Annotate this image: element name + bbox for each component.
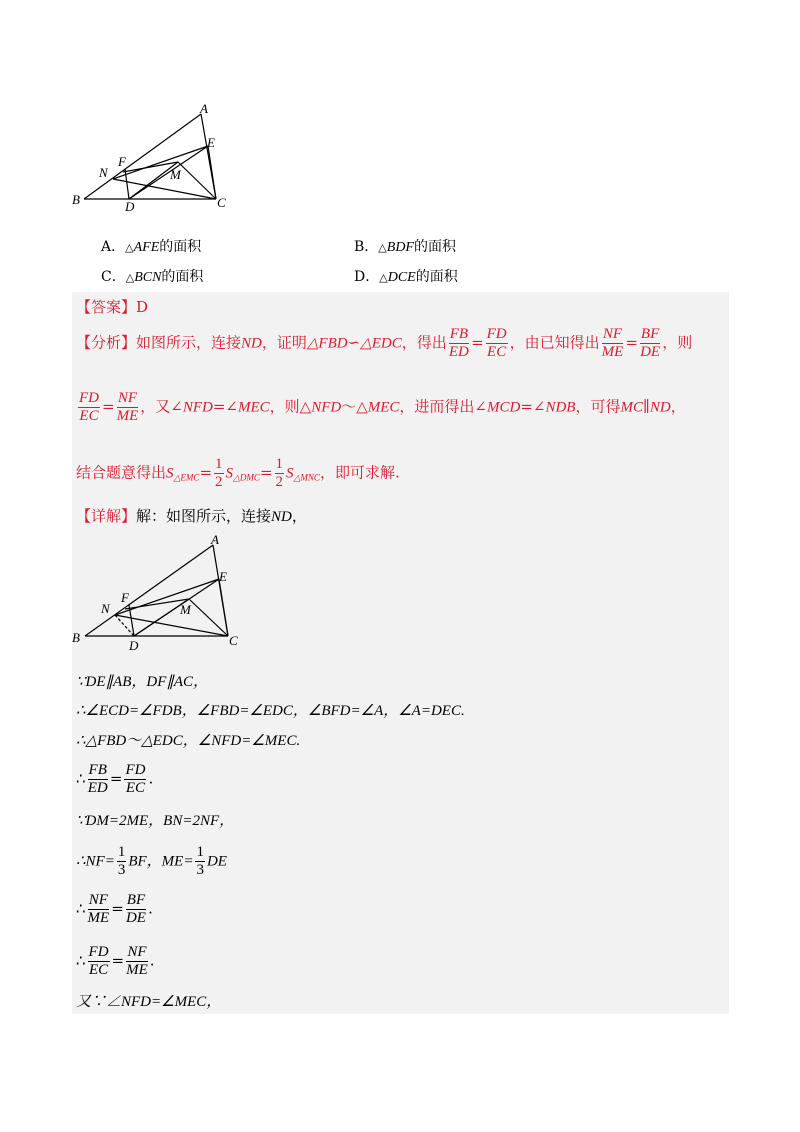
fraction: $\frac{1}{3}$ — [196, 844, 204, 878]
label-f: F — [118, 154, 126, 169]
option-c[interactable]: C．△BCN的面积 — [101, 269, 204, 285]
label-d: D — [129, 638, 139, 653]
geometry-figure-detail — [68, 530, 258, 658]
label-m: M — [170, 167, 181, 182]
step-4: ∴ $\frac{FB}{ED}$ = $\frac{FD}{EC}$ . — [76, 762, 154, 796]
fraction: $\frac{1}{3}$ — [117, 844, 126, 878]
step-2: ∴∠ECD=∠FDB，∠FBD=∠EDC，∠BFD=∠A，∠A=DEC. — [76, 703, 465, 719]
detail-intro: 【详解】解：如图所示，连接ND， — [76, 507, 307, 525]
analysis-line-1: 【分析】如图所示，连接ND，证明△FBD∽△EDC，得出 $\frac{FB}{ED}$ = $\frac{FD}{EC}$ ，由已知得出 $\frac{NF}{ME}$ = $\frac{BF}{DE}$ ，则 — [76, 326, 693, 360]
label-f: F — [121, 590, 129, 605]
label-b: B — [72, 192, 80, 207]
label-b: B — [72, 630, 80, 645]
answer-line: 【答案】D — [76, 298, 149, 316]
analysis-line-3: 结合题意得出$S_{\triangle EMC}=$ $\frac{1}{2}$ $S_{\triangle DMC}=$ $\frac{1}{2}$ $S_{\triangle MNC}$，即可求解. — [76, 456, 400, 490]
fraction: $\frac{1}{2}$ — [275, 456, 284, 490]
step-5: ∵DM=2ME，BN=2NF， — [76, 813, 235, 829]
step-9: 又∵∠NFD=∠MEC， — [76, 994, 222, 1010]
analysis-line-2: $\frac{FD}{EC}$ = $\frac{NF}{ME}$ ，又∠NFD=∠MEC，则△NFD～△MEC，进而得出∠MCD=∠NDB，可得MC∥ND， — [79, 390, 686, 424]
fraction: $\frac{NF}{ME}$ — [601, 326, 624, 360]
fraction: $\frac{FB}{ED}$ — [87, 762, 108, 796]
step-6: ∴NF= $\frac{1}{3}$ BF，ME= $\frac{1}{3}$ DE — [76, 844, 227, 878]
step-3: ∴△FBD～△EDC，∠NFD=∠MEC. — [76, 733, 301, 749]
label-n: N — [99, 165, 108, 180]
label-m: M — [180, 602, 191, 617]
fraction: $\frac{FD}{EC}$ — [486, 326, 507, 360]
label-a: A — [211, 532, 219, 547]
option-d[interactable]: D．△DCE的面积 — [354, 269, 458, 285]
fraction: $\frac{NF}{ME}$ — [116, 390, 139, 424]
label-c: C — [217, 195, 226, 210]
label-e: E — [219, 569, 227, 584]
fraction: $\frac{FD}{EC}$ — [125, 762, 146, 796]
step-8: ∴ $\frac{FD}{EC}$ = $\frac{NF}{ME}$ . — [76, 944, 155, 978]
label-e: E — [207, 135, 215, 150]
option-a[interactable]: A．△AFE的面积 — [101, 239, 202, 255]
step-7: ∴ $\frac{NF}{ME}$ = $\frac{BF}{DE}$ . — [76, 892, 153, 926]
option-b[interactable]: B．△BDF的面积 — [354, 239, 456, 255]
step-1: ∵DE∥AB，DF∥AC， — [76, 674, 209, 690]
fraction: $\frac{BF}{DE}$ — [125, 892, 146, 926]
label-n: N — [101, 601, 110, 616]
fraction: $\frac{1}{2}$ — [215, 456, 223, 490]
fraction: $\frac{BF}{DE}$ — [640, 326, 661, 360]
label-d: D — [125, 199, 135, 214]
fraction: $\frac{NF}{ME}$ — [126, 944, 148, 978]
fraction: $\frac{NF}{ME}$ — [87, 892, 110, 926]
fraction: $\frac{FB}{ED}$ — [448, 326, 469, 360]
label-c: C — [229, 633, 238, 648]
label-a: A — [200, 101, 208, 116]
geometry-figure-top — [68, 100, 238, 215]
fraction: $\frac{FD}{EC}$ — [88, 944, 109, 978]
fraction: $\frac{FD}{EC}$ — [79, 390, 99, 424]
